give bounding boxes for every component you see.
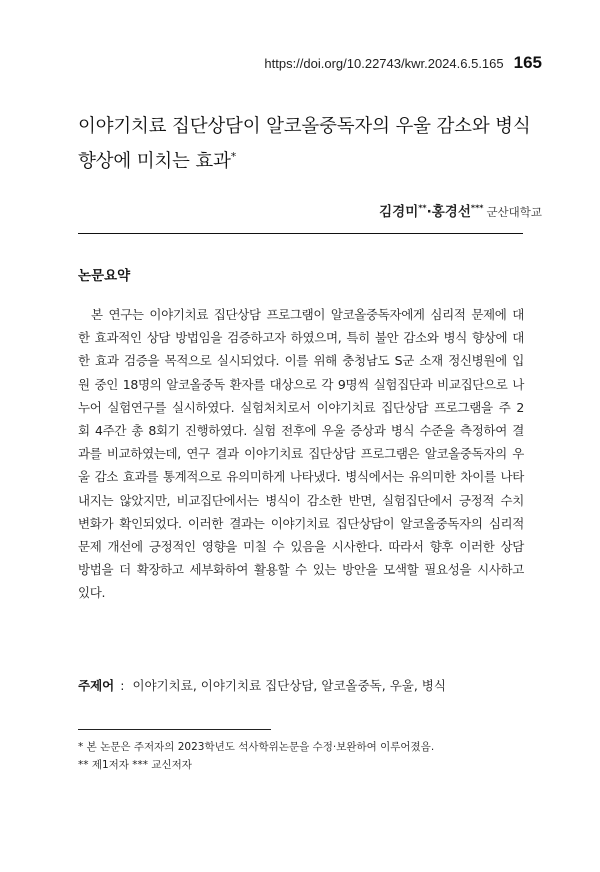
footnote-2: ** 제1저자 *** 교신저자 [78,759,192,771]
author-line [379,200,542,220]
keywords-line [78,676,524,694]
author-mark-2: *** [470,203,484,213]
footnotes [78,738,524,774]
paper-title [78,112,538,177]
keywords-label: 주제어 [78,678,115,693]
footnote-divider [78,729,271,730]
doi-link[interactable]: https://doi.org/10.22743/kwr.2024.6.5.165 [264,56,504,71]
author-mark-1: ** [418,203,427,213]
keywords-colon: : [120,678,125,693]
keywords-list: 이야기치료, 이야기치료 집단상담, 알코올중독, 우울, 병식 [132,678,446,693]
author-name-2: 홍경선 [431,204,471,220]
footnote-1: * 본 논문은 주저자의 2023학년도 석사학위논문을 수정·보완하여 이루어졌음. [78,741,435,753]
paper-title-text: 이야기치료 집단상담이 알코올중독자의 우울 감소와 병식 향상에 미치는 효과 [78,116,531,173]
author-affiliation: 군산대학교 [486,205,542,219]
abstract-body: 본 연구는 이야기치료 집단상담 프로그램이 알코올중독자에게 심리적 문제에 대한 효과적인 상담 방법임을 검증하고자 하였으며, 특히 불안 감소와 병식 향상에 대한 효과 검증을 목적으로 실시되었다. 이를 위해 충청남도 S군 소재 정신병원에 입원 중인 18명의 알코올중독 환자를 대상으로 각 9명씩 실험집단과 비교집단으로 나누어 실험연구를 실시하였다. 실험처치로서 이야기치료 집단상담 프로그램을 주 2회 4주간 총 8회기 진행하였다. 실험 전후에 우울 증상과 병식 수준을 측정하여 결과를 비교하였는데, 연구 결과 이야기치료 집단상담 프로그램은 알코올중독자의 우울 감소 효과를 통계적으로 유의미하게 나타냈다. 병식에서는 유의미한 차이를 나타내지는 않았지만, 비교집단에서는 병식이 감소한 반면, 실험집단에서 긍정적 수치 변화가 확인되었다. 이러한 결과는 이야기치료 집단상담이 알코올중독자의 심리적 문제 개선에 긍정적인 영향을 미칠 수 있음을 시사한다. 따라서 향후 이러한 상담 방법을 더 확장하고 세부화하여 활용할 수 있는 방안을 모색할 필요성을 시사하고 있다. [78,307,524,601]
author-separator: · [426,204,432,220]
page-number: 165 [513,53,542,72]
header-divider [78,233,523,234]
author-name-1: 김경미 [379,204,419,220]
abstract-heading: 논문요약 [78,268,131,284]
title-footnote-mark: * [230,150,237,163]
running-header [264,53,542,73]
